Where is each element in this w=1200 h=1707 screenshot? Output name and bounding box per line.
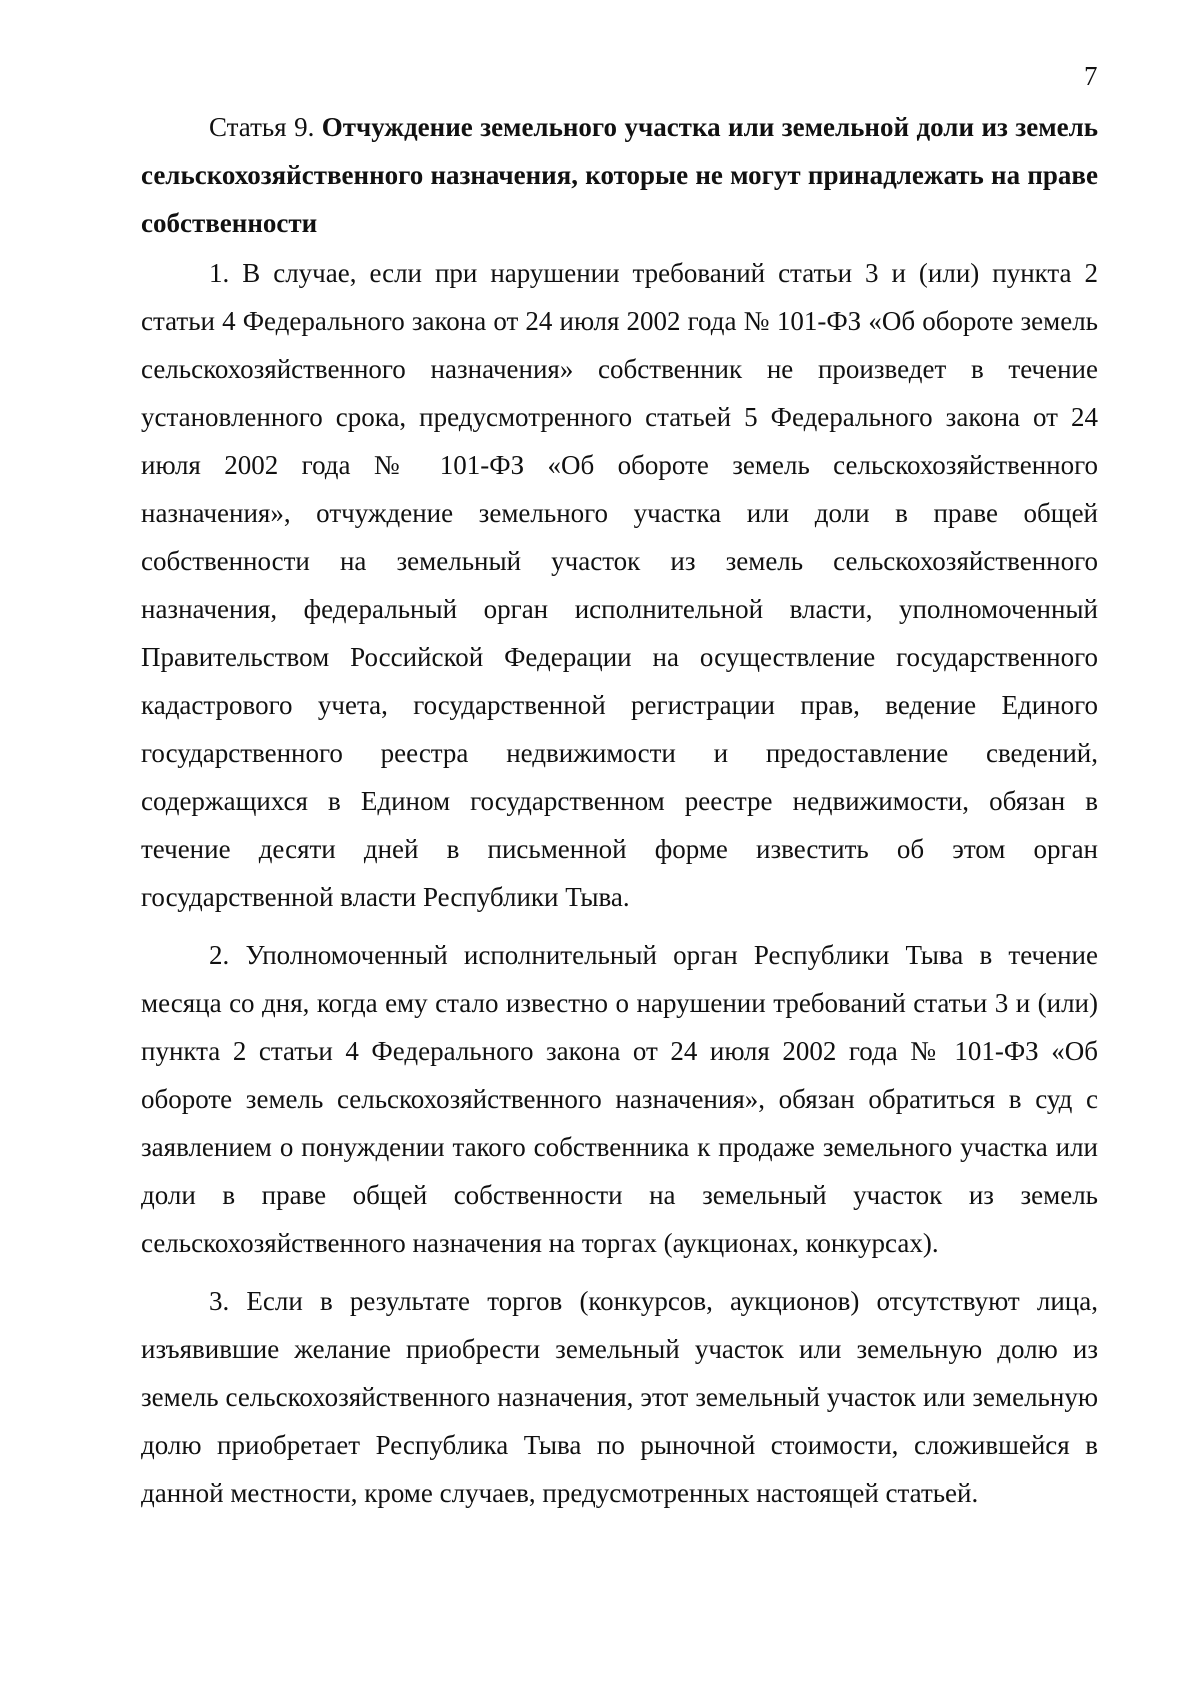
paragraph-3: 3. Если в результате торгов (конкурсов, аукционов) отсутствуют лица, изъявившие желание приобрести земельный участок или земельную долю из земель сельскохозяйственного назначения, этот земельный участок или земельную долю приобретает Республика Тыва по рыночной стоимости, сложившейся в данной местности, кроме случаев, предусмотренных настоящей статьей. [141, 1286, 1098, 1508]
document-body [141, 103, 1098, 1517]
article-title: Отчуждение земельного участка или земельной доли из земель сельскохозяйственного назначения, которые не могут принадлежать на праве собственности [141, 112, 1098, 238]
page-number: 7 [1084, 61, 1098, 91]
paragraph-2: 2. Уполномоченный исполнительный орган Республики Тыва в течение месяца со дня, когда ему стало известно о нарушении требований статьи 3 и (или) пункта 2 статьи 4 Федерального закона от 24 июля 2002 года № 101-ФЗ «Об обороте земель сельскохозяйственного назначения», обязан обратиться в суд с заявлением о понуждении такого собственника к продаже земельного участка или доли в праве общей собственности на земельный участок из земель сельскохозяйственного назначения на торгах (аукционах, конкурсах). [141, 940, 1098, 1258]
article-label: Статья 9. [209, 112, 315, 142]
paragraph-1: 1. В случае, если при нарушении требований статьи 3 и (или) пункта 2 статьи 4 Федерального закона от 24 июля 2002 года № 101-ФЗ «Об обороте земель сельскохозяйственного назначения» собственник не произведет в течение установленного срока, предусмотренного статьей 5 Федерального закона от 24 июля 2002 года № 101-ФЗ «Об обороте земель сельскохозяйственного назначения», отчуждение земельного участка или доли в праве общей собственности на земельный участок из земель сельскохозяйственного назначения, федеральный орган исполнительной власти, уполномоченный Правительством Российской Федерации на осуществление государственного кадастрового учета, государственной регистрации прав, ведение Единого государственного реестра недвижимости и предоставление сведений, содержащихся в Едином государственном реестре недвижимости, обязан в течение десяти дней в письменной форме известить об этом орган государственной власти Республики Тыва. [141, 258, 1098, 912]
article-heading [141, 103, 1098, 247]
